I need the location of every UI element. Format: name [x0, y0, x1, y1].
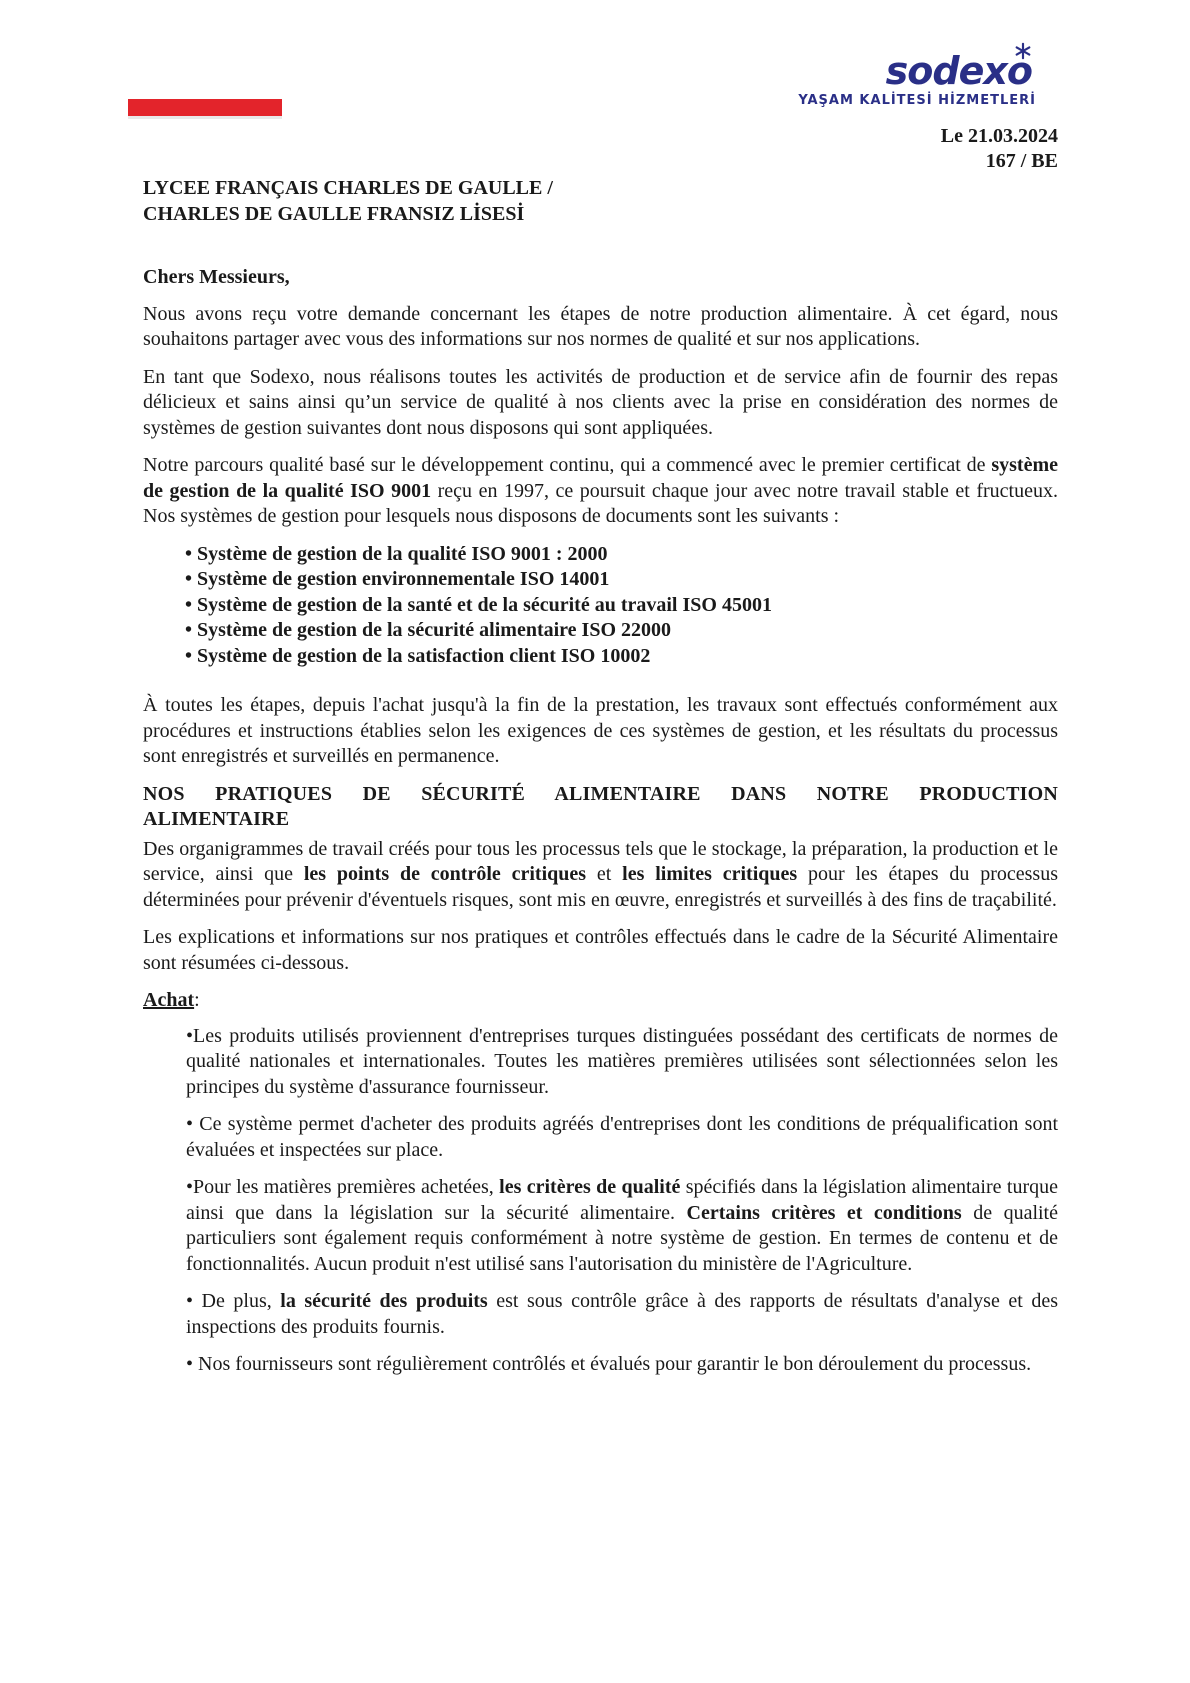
letter-body — [143, 265, 1058, 1390]
list-item: • Système de gestion environnementale ISO 14001 — [185, 568, 610, 590]
bold-run: les points de contrôle critiques — [303, 863, 587, 885]
bold-run: la sécurité des produits — [280, 1290, 488, 1312]
addressee-line-2: CHARLES DE GAULLE FRANSIZ LİSESİ — [143, 203, 525, 225]
iso-standards-list — [143, 542, 1058, 670]
list-item: • Système de gestion de la sécurité alimentaire ISO 22000 — [185, 619, 672, 641]
list-item: • Système de gestion de la satisfaction client ISO 10002 — [185, 644, 651, 667]
achat-point-safety — [186, 1289, 1058, 1340]
achat-point-suppliers: •Les produits utilisés proviennent d'entreprises turques distinguées possédant des certificats de normes de qualité nationales et internationales. Toutes les matières premières utilisées sont sélectionnées selon les principes du système d'assurance fournisseur. — [186, 1024, 1058, 1098]
achat-point-approved: • Ce système permet d'acheter des produits agréés d'entreprises dont les conditions de préqualification sont évaluées et inspectées sur place. — [186, 1113, 1058, 1161]
paragraph-quality-journey — [143, 453, 1058, 530]
paragraph-sodexo-activities: En tant que Sodexo, nous réalisons toutes les activités de production et de service afin de fournir des repas délicieux et sains ainsi qu’un service de qualité à nos clients avec la prise en considération des normes de systèmes de gestion suivantes dont nous disposons qui sont appliquées. — [143, 365, 1058, 439]
text-run: Notre parcours qualité basé sur le développement continu, qui a commencé avec le premier certificat de — [143, 454, 992, 476]
paragraph-flowcharts — [143, 837, 1058, 914]
text-run: Des organigrammes de travail créés pour tous les processus tels que le stockage, la préparation, la production et le service, ainsi que — [143, 837, 1058, 885]
salutation: Chers Messieurs, — [143, 266, 290, 288]
paragraph-summary-intro: Les explications et informations sur nos pratiques et contrôles effectués dans le cadre de la Sécurité Alimentaire sont résumées ci-dessous. — [143, 926, 1058, 974]
letter-reference: 167 / BE — [985, 150, 1058, 172]
text-run: • De plus, — [186, 1290, 281, 1312]
brand-accent-bar — [128, 99, 282, 116]
sodexo-logo — [800, 44, 1038, 108]
section-heading: NOS PRATIQUES DE SÉCURITÉ ALIMENTAIRE DANS NOTRE PRODUCTION ALIMENTAIRE — [143, 782, 1058, 830]
achat-point-audits: • Nos fournisseurs sont régulièrement contrôlés et évalués pour garantir le bon déroulement du processus. — [186, 1353, 1032, 1375]
list-item: • Système de gestion de la santé et de la sécurité au travail ISO 45001 — [185, 593, 772, 616]
text-run: de qualité particuliers sont également requis conformément à notre système de gestion. En termes de contenu et de fonctionnalités. Aucun produit n'est utilisé sans l'autorisation du ministère de l'Agriculture. — [186, 1201, 1058, 1275]
achat-point-criteria — [186, 1175, 1058, 1277]
bold-run: système de gestion de la qualité ISO 9001 — [143, 454, 1058, 502]
text-run: pour les étapes du processus déterminées pour prévenir d'éventuels risques, sont mis en œuvre, enregistrés et surveillés à des fins de traçabilité. — [143, 863, 1058, 911]
text-run: et — [586, 863, 623, 885]
date-reference-block — [941, 124, 1058, 174]
text-run: reçu en 1997, ce poursuit chaque jour avec notre travail stable et fructueux. Nos systèmes de gestion pour lesquels nous disposons de documents sont les suivants : — [143, 479, 1058, 527]
paragraph-process-steps: À toutes les étapes, depuis l'achat jusqu'à la fin de la prestation, les travaux sont effectués conformément aux procédures et instructions établies selon les exigences de ces systèmes de gestion, et les résultats du processus sont enregistrés et surveillés en permanence. — [143, 694, 1058, 767]
bold-run: Certains critères et conditions — [686, 1201, 962, 1224]
paragraph-request: Nous avons reçu votre demande concernant les étapes de notre production alimentaire. À cet égard, nous souhaitons partager avec vous des informations sur nos normes de qualité et sur nos applications. — [143, 302, 1058, 350]
addressee-line-1: LYCEE FRANÇAIS CHARLES DE GAULLE / — [143, 177, 553, 199]
logo-subtitle: YAŞAM KALİTESİ HİZMETLERİ — [798, 93, 1036, 108]
list-item: • Système de gestion de la qualité ISO 9001 : 2000 — [185, 542, 608, 565]
bold-run: les critères de qualité — [499, 1176, 681, 1198]
achat-label — [143, 988, 1058, 1014]
text-run: spécifiés dans la législation alimentaire turque ainsi que dans la législation sur la sécurité alimentaire. — [186, 1176, 1058, 1224]
achat-title: Achat — [143, 989, 195, 1011]
text-run: est sous contrôle grâce à des rapports de résultats d'analyse et des inspections des produits fournis. — [186, 1290, 1059, 1338]
addressee — [143, 175, 553, 227]
text-run: : — [194, 989, 200, 1011]
bold-run: les limites critiques — [622, 863, 798, 885]
achat-points — [143, 1024, 1058, 1378]
logo-wordmark: sodexo — [885, 49, 1032, 93]
letter-date: Le 21.03.2024 — [940, 125, 1058, 147]
text-run: •Pour les matières premières achetées, — [186, 1176, 500, 1198]
